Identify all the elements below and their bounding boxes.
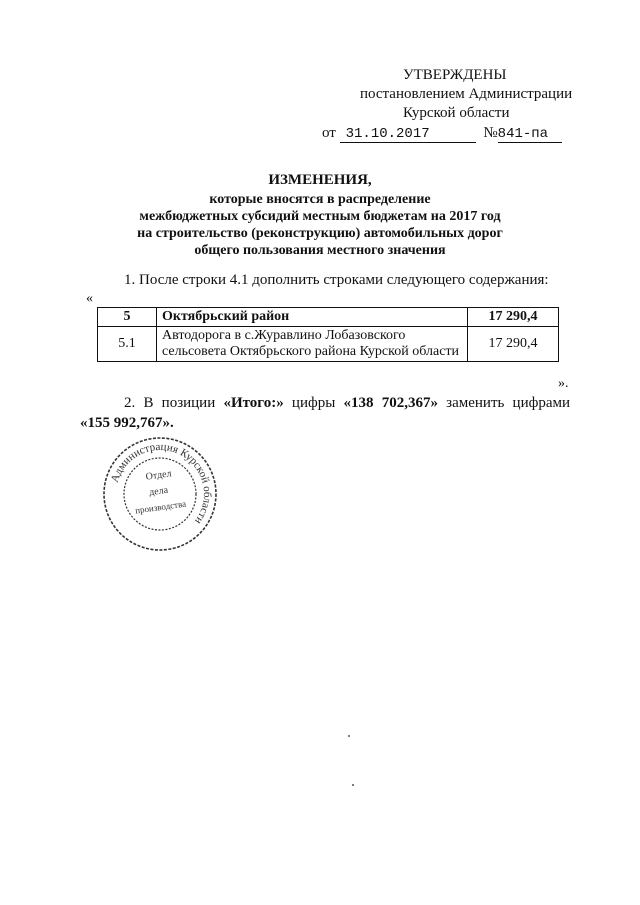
approval-decree-line: постановлением Администрации <box>360 86 573 102</box>
p2-text-1: 2. В позиции <box>124 395 224 411</box>
p2-new-value: «155 992,767» <box>80 415 170 431</box>
approval-title: УТВЕРЖДЕНЫ <box>403 67 507 83</box>
paragraph-2-line-1 <box>80 393 570 413</box>
title-line-4: общего пользования местного значения <box>194 243 446 258</box>
title-line-3: на строительство (реконструкцию) автомобильных дорог <box>137 226 503 241</box>
stamp-ring-text: Администрация Курской области <box>108 440 214 527</box>
stamp-center-1: Отдел <box>145 468 173 483</box>
scan-speck <box>348 735 350 737</box>
row-number: 5.1 <box>98 327 157 362</box>
p2-old-value: «138 702,367» <box>343 395 438 411</box>
title-heading: ИЗМЕНЕНИЯ, <box>268 172 372 188</box>
table-row <box>98 308 559 327</box>
p2-itogo: «Итого:» <box>223 395 284 411</box>
row-amount: 17 290,4 <box>468 327 559 362</box>
title-line-1: которые вносятся в распределение <box>209 192 431 207</box>
approval-date-number-line <box>322 124 562 143</box>
p2-text-2: цифры <box>283 395 344 411</box>
row-name: Автодорога в с.Журавлино Лобазовского сельсовета Октябрьского района Курской области <box>157 327 468 362</box>
approval-region-line: Курской области <box>403 105 510 121</box>
quote-open: « <box>86 291 93 306</box>
stamp-center-3: производства <box>134 498 187 516</box>
decree-number: 841-па <box>498 127 562 143</box>
title-line-2: межбюджетных субсидий местным бюджетам на 2017 год <box>139 209 501 224</box>
paragraph-2-line-2 <box>80 413 570 433</box>
official-stamp <box>101 435 219 553</box>
row-number: 5 <box>98 308 157 327</box>
date-prefix: от <box>322 125 336 141</box>
changes-table <box>97 307 559 362</box>
p2-text-3: заменить цифрами <box>437 395 570 411</box>
paragraph-2 <box>80 393 570 433</box>
stamp-center-2: дела <box>148 484 169 499</box>
number-prefix: № <box>483 125 498 141</box>
row-amount: 17 290,4 <box>468 308 559 327</box>
row-name: Октябрьский район <box>157 308 468 327</box>
scan-speck <box>352 784 354 786</box>
document-title <box>0 172 640 259</box>
quote-close: ». <box>558 376 569 391</box>
p2-end: . <box>170 415 174 431</box>
paragraph-1: 1. После строки 4.1 дополнить строками следующего содержания: <box>124 272 549 288</box>
decree-date: 31.10.2017 <box>340 127 476 143</box>
table-row <box>98 327 559 362</box>
